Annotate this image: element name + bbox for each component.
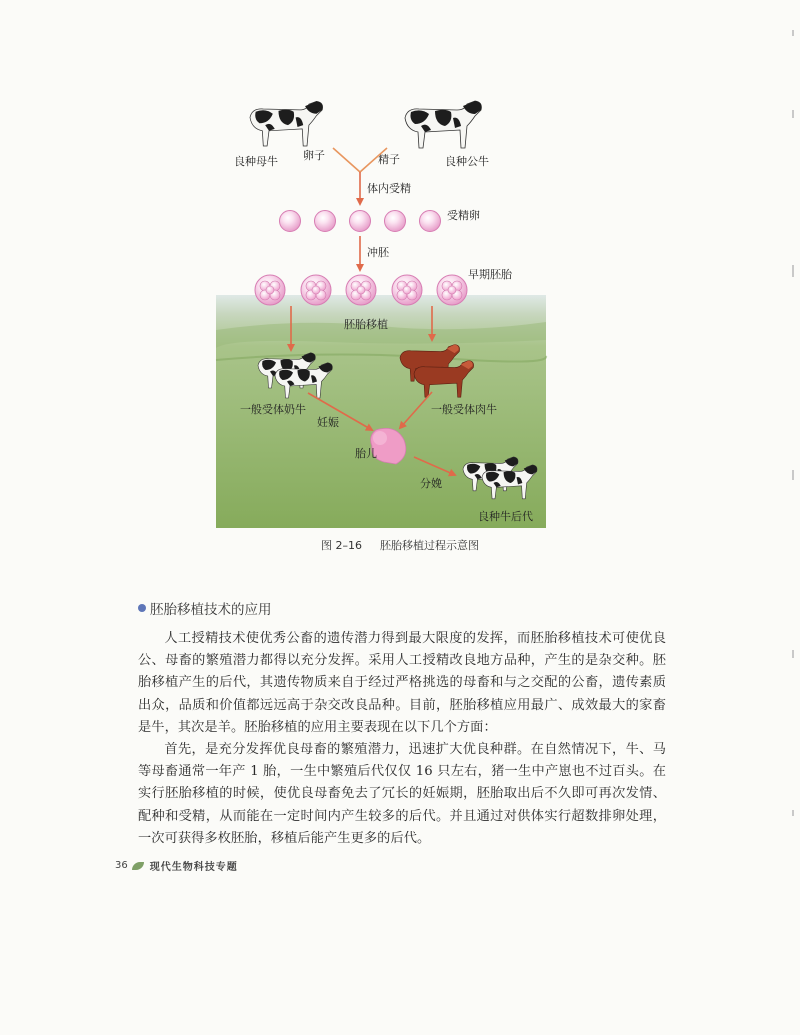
pregnancy-label: 妊娠 (317, 416, 339, 429)
figure-caption-text: 胚胎移植过程示意图 (380, 539, 479, 552)
paragraph: 首先，是充分发挥优良母畜的繁殖潜力，迅速扩大优良种群。在自然情况下，牛、马等母畜通常一年产 1 胎，一生中繁殖后代仅仅 16 只左右，猪一生中产崽也不过百头。在实行胚胎移植的时候，使优良母畜免去了冗长的妊娠期，胚胎取出后不久即可再次发情、配种和受精，从而能在一定时间内产生较多的后代。并且通过对供体实行超数排卵处理，一次可获得多枚胚胎，移植后能产生更多的后代。 (138, 742, 666, 846)
birth-label: 分娩 (420, 477, 442, 490)
book-title: 现代生物科技专题 (149, 862, 238, 873)
fertilized-eggs (280, 211, 441, 232)
fertilized-eggs-label: 受精卵 (447, 209, 480, 222)
page-footer (115, 858, 238, 873)
figure-number: 图 2–16 (321, 539, 362, 552)
page-edge-mark (792, 650, 794, 658)
sperm-label: 精子 (378, 153, 400, 166)
section-title-text: 胚胎移植技术的应用 (150, 602, 272, 618)
fetus-label: 胎儿 (355, 447, 377, 460)
offspring-label: 良种牛后代 (478, 510, 533, 523)
fertilization-label: 体内受精 (367, 182, 411, 195)
bullet-icon (138, 604, 146, 612)
mother-cow-image (250, 101, 323, 146)
early-embryo-label: 早期胚胎 (468, 268, 512, 281)
dairy-recipient-label: 一般受体奶牛 (240, 403, 306, 416)
section-heading (138, 598, 272, 618)
figure-caption (0, 537, 800, 553)
paragraph: 人工授精技术使优秀公畜的遗传潜力得到最大限度的发挥，而胚胎移植技术可使优良公、母畜的繁殖潜力都得以充分发挥。采用人工授精改良地方品种，产生的是杂交种。胚胎移植产生的后代，其遗传物质来自于经过严格挑选的母畜和与之交配的公畜，遗传素质出众，品质和价值都远远高于杂交改良品种。目前，胚胎移植应用最广、成效最大的家畜是牛，其次是羊。胚胎移植的应用主要表现在以下几个方面： (138, 631, 666, 735)
page-edge-mark (792, 810, 794, 816)
beef-recipient-label: 一般受体肉牛 (431, 403, 497, 416)
flushing-label: 冲胚 (367, 246, 389, 259)
father-bull-label: 良种公牛 (445, 155, 489, 168)
transfer-label: 胚胎移植 (344, 318, 388, 331)
leaf-icon (132, 862, 144, 870)
egg-label: 卵子 (303, 149, 325, 162)
page-number: 36 (115, 860, 128, 871)
father-bull-image (405, 101, 481, 148)
body-text (138, 628, 666, 850)
mother-cow-label: 良种母牛 (234, 155, 278, 168)
